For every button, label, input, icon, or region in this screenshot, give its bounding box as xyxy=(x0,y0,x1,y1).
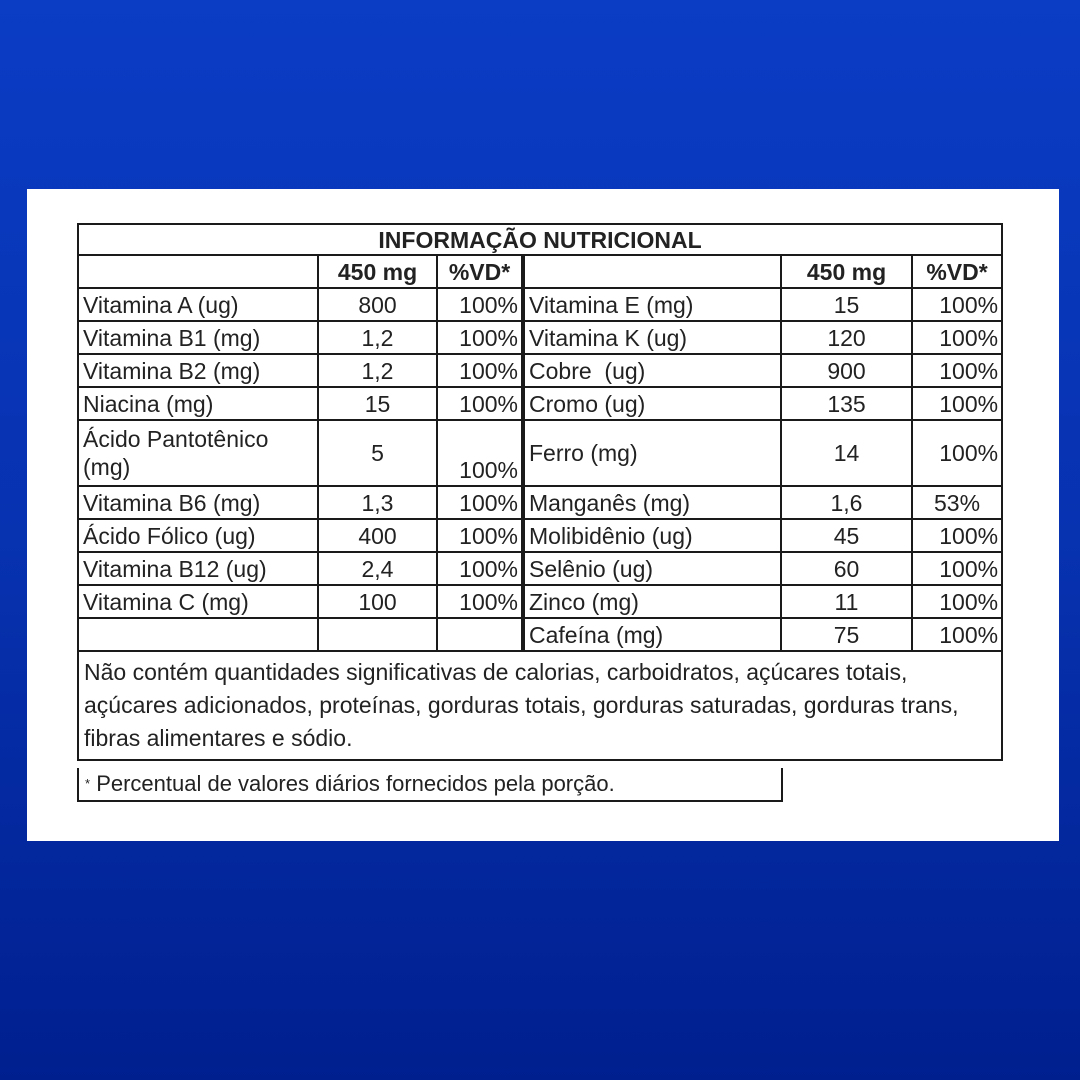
nutrient-amount: 1,2 xyxy=(318,354,437,387)
nutrient-vd: 100% xyxy=(912,387,1002,420)
nutrient-amount: 400 xyxy=(318,519,437,552)
nutrient-amount: 14 xyxy=(781,420,912,486)
nutrition-note: Não contém quantidades significativas de calorias, carboidratos, açúcares totais, açúcares adicionados, proteínas, gorduras totais, gorduras saturadas, gorduras trans, fibras alimentares e sódio. xyxy=(78,651,1002,760)
nutrient-vd: 100% xyxy=(912,321,1002,354)
nutrient-vd: 100% xyxy=(437,354,523,387)
table-row xyxy=(78,420,1002,486)
nutrient-amount: 5 xyxy=(318,420,437,486)
table-row xyxy=(78,321,1002,354)
nutrient-name: Vitamina K (ug) xyxy=(523,321,781,354)
nutrient-amount: 120 xyxy=(781,321,912,354)
nutrient-name xyxy=(78,618,318,651)
nutrient-name: Vitamina E (mg) xyxy=(523,288,781,321)
nutrient-vd: 100% xyxy=(912,288,1002,321)
nutrient-vd: 100% xyxy=(437,321,523,354)
nutrient-vd: 100% xyxy=(437,387,523,420)
table-row xyxy=(78,585,1002,618)
nutrient-name: Cromo (ug) xyxy=(523,387,781,420)
table-row xyxy=(78,387,1002,420)
nutrient-vd: 100% xyxy=(912,519,1002,552)
nutrient-name: Molibidênio (ug) xyxy=(523,519,781,552)
table-row xyxy=(78,288,1002,321)
nutrient-vd: 100% xyxy=(912,585,1002,618)
nutrient-amount: 60 xyxy=(781,552,912,585)
footnote-text: Percentual de valores diários fornecidos pela porção. xyxy=(96,771,615,796)
nutrient-name: Ácido Pantotênico (mg) xyxy=(78,420,318,486)
nutrient-amount: 800 xyxy=(318,288,437,321)
table-row xyxy=(78,486,1002,519)
header-vd-right: %VD* xyxy=(912,255,1002,288)
nutrient-vd: 100% xyxy=(912,618,1002,651)
table-row xyxy=(78,519,1002,552)
nutrient-vd: 100% xyxy=(437,519,523,552)
header-vd-left: %VD* xyxy=(437,255,523,288)
table-title: INFORMAÇÃO NUTRICIONAL xyxy=(78,224,1002,255)
nutrient-amount: 100 xyxy=(318,585,437,618)
nutrient-name: Selênio (ug) xyxy=(523,552,781,585)
table-row xyxy=(78,552,1002,585)
nutrient-vd: 100% xyxy=(437,420,523,486)
nutrient-vd: 53% xyxy=(912,486,1002,519)
nutrient-amount: 45 xyxy=(781,519,912,552)
nutrient-name: Vitamina B12 (ug) xyxy=(78,552,318,585)
nutrient-amount: 1,2 xyxy=(318,321,437,354)
table-row xyxy=(78,354,1002,387)
nutrient-name: Cafeína (mg) xyxy=(523,618,781,651)
nutrition-table xyxy=(77,223,1003,761)
nutrient-name: Vitamina B2 (mg) xyxy=(78,354,318,387)
nutrient-amount: 900 xyxy=(781,354,912,387)
nutrient-amount: 2,4 xyxy=(318,552,437,585)
nutrient-amount: 15 xyxy=(781,288,912,321)
nutrient-name: Ácido Fólico (ug) xyxy=(78,519,318,552)
nutrient-amount: 15 xyxy=(318,387,437,420)
nutrient-vd: 100% xyxy=(437,288,523,321)
nutrient-name: Vitamina B1 (mg) xyxy=(78,321,318,354)
header-empty-right xyxy=(523,255,781,288)
nutrient-amount: 1,3 xyxy=(318,486,437,519)
nutrient-amount: 75 xyxy=(781,618,912,651)
header-amount-left: 450 mg xyxy=(318,255,437,288)
nutrition-label-card xyxy=(27,189,1059,841)
table-row xyxy=(78,618,1002,651)
nutrient-vd: 100% xyxy=(437,585,523,618)
nutrient-name: Zinco (mg) xyxy=(523,585,781,618)
nutrient-name: Ferro (mg) xyxy=(523,420,781,486)
footnote xyxy=(77,768,783,802)
nutrient-name: Vitamina A (ug) xyxy=(78,288,318,321)
nutrient-name: Vitamina C (mg) xyxy=(78,585,318,618)
nutrient-amount xyxy=(318,618,437,651)
header-row xyxy=(78,255,1002,288)
nutrient-vd: 100% xyxy=(912,354,1002,387)
nutrient-vd: 100% xyxy=(912,420,1002,486)
nutrient-vd: 100% xyxy=(437,552,523,585)
nutrient-name: Niacina (mg) xyxy=(78,387,318,420)
nutrient-amount: 1,6 xyxy=(781,486,912,519)
nutrient-amount: 135 xyxy=(781,387,912,420)
nutrient-name: Vitamina B6 (mg) xyxy=(78,486,318,519)
nutrient-name: Cobre (ug) xyxy=(523,354,781,387)
header-empty-left xyxy=(78,255,318,288)
nutrient-amount: 11 xyxy=(781,585,912,618)
nutrient-name: Manganês (mg) xyxy=(523,486,781,519)
nutrient-vd: 100% xyxy=(437,486,523,519)
footnote-mark: * xyxy=(85,776,91,791)
nutrient-vd xyxy=(437,618,523,651)
nutrient-vd: 100% xyxy=(912,552,1002,585)
header-amount-right: 450 mg xyxy=(781,255,912,288)
